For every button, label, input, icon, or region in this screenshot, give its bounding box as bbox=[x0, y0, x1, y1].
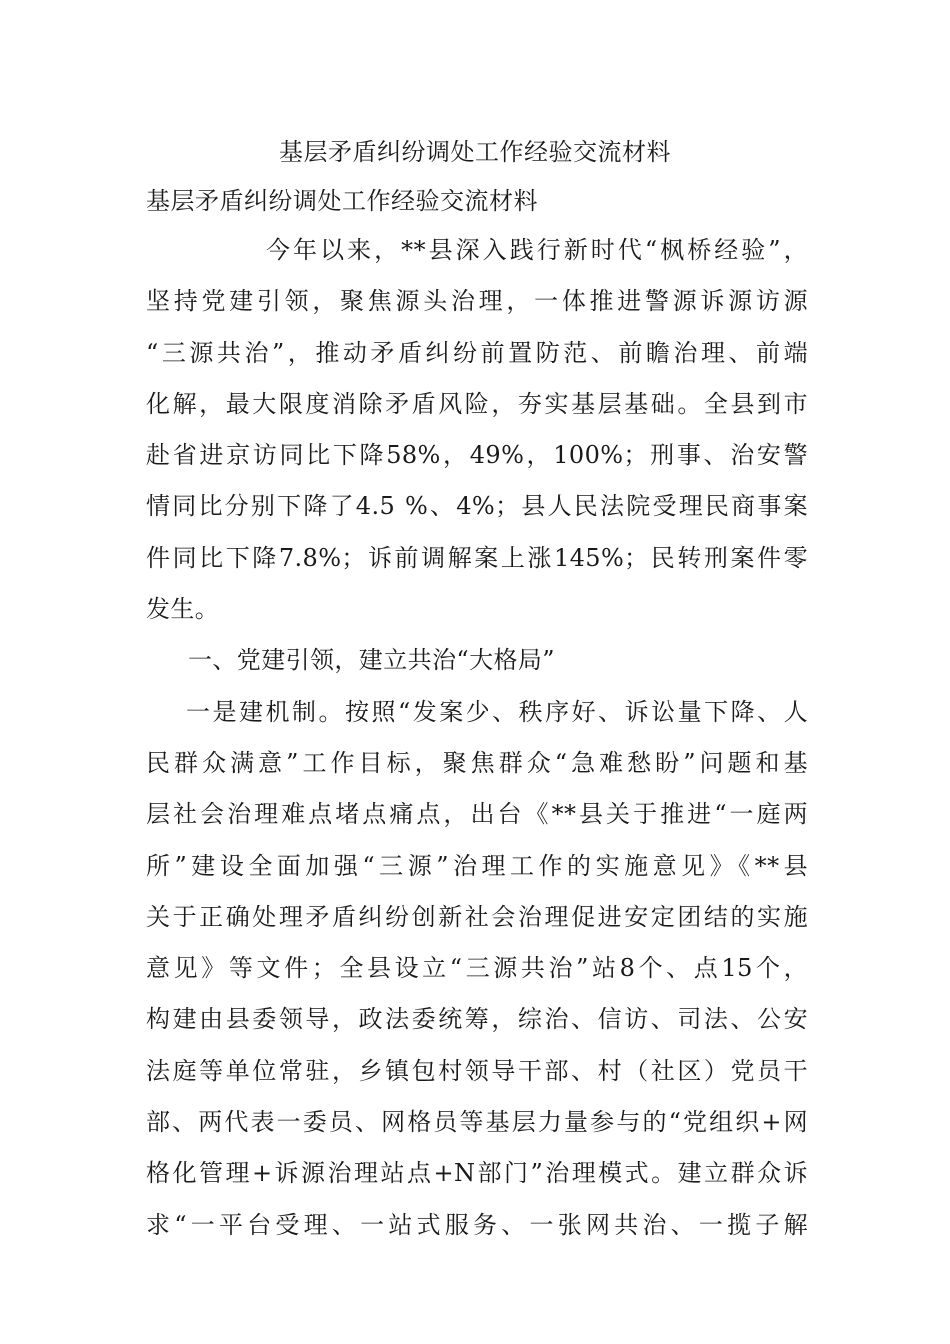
paragraph-line: 层社会治理难点堵点痛点，出台《**县关于推进“一庭两 bbox=[146, 800, 808, 829]
paragraph-line: “三源共治”，推动矛盾纠纷前置防范、前瞻治理、前端 bbox=[146, 338, 808, 367]
paragraph-line: 发生。 bbox=[146, 595, 220, 624]
paragraph-line: 一是建机制。按照“发案少、秩序好、诉讼量下降、人 bbox=[186, 697, 808, 726]
paragraph-line: 格化管理+诉源治理站点+N部门”治理模式。建立群众诉 bbox=[146, 1159, 808, 1188]
paragraph-line: 所”建设全面加强“三源”治理工作的实施意见》《**县 bbox=[146, 851, 808, 880]
paragraph-line: 民群众满意”工作目标，聚焦群众“急难愁盼”问题和基 bbox=[146, 748, 808, 777]
paragraph-line: 部、两代表一委员、网格员等基层力量参与的“党组织+网 bbox=[146, 1108, 808, 1137]
paragraph-line: 求“一平台受理、一站式服务、一张网共治、一揽子解 bbox=[146, 1210, 808, 1239]
document-body bbox=[146, 228, 808, 1254]
paragraph-line: 意见》等文件；全县设立“三源共治”站8个、点15个， bbox=[146, 954, 808, 983]
paragraph-line: 关于正确处理矛盾纠纷创新社会治理促进安定团结的实施 bbox=[146, 902, 808, 931]
paragraph-line: 构建由县委领导，政法委统筹，综治、信访、司法、公安 bbox=[146, 1005, 808, 1034]
document-title: 基层矛盾纠纷调处工作经验交流材料 bbox=[279, 138, 671, 166]
paragraph-line: 今年以来，**县深入践行新时代“枫桥经验”， bbox=[266, 236, 808, 264]
paragraph-line: 坚持党建引领，聚焦源头治理，一体推进警源诉源访源 bbox=[146, 287, 808, 316]
paragraph-line: 化解，最大限度消除矛盾风险，夯实基层基础。全县到市 bbox=[146, 389, 808, 418]
paragraph-line: 法庭等单位常驻，乡镇包村领导干部、村（社区）党员干 bbox=[146, 1056, 808, 1085]
document-subtitle: 基层矛盾纠纷调处工作经验交流材料 bbox=[146, 187, 538, 215]
paragraph-line: 赴省进京访同比下降58%，49%，100%；刑事、治安警 bbox=[146, 441, 808, 470]
section-heading: 一、党建引领，建立共治“大格局” bbox=[188, 646, 555, 675]
paragraph-line: 情同比分别下降了4.5 %、4%；县人民法院受理民商事案 bbox=[146, 492, 808, 521]
paragraph-line: 件同比下降7.8%；诉前调解案上涨145%；民转刑案件零 bbox=[146, 543, 808, 572]
